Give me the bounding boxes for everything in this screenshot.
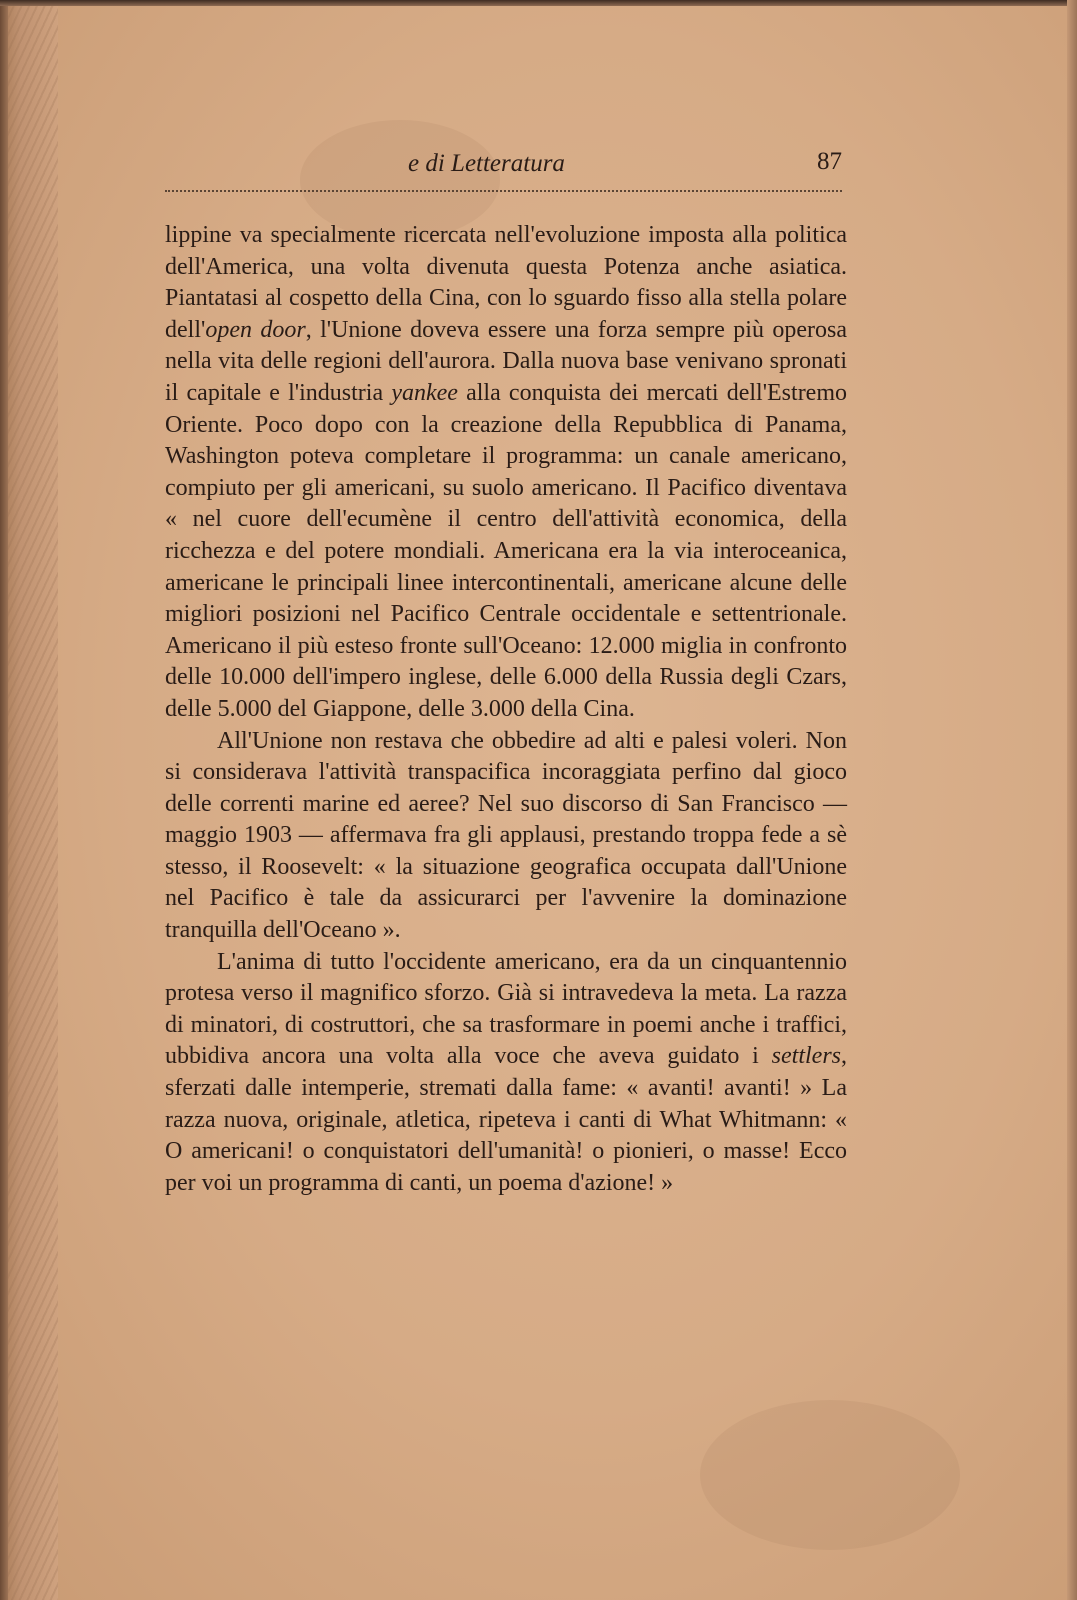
paper-stain — [700, 1400, 960, 1550]
running-header — [165, 148, 842, 188]
book-spine — [0, 0, 58, 1600]
paragraph — [165, 947, 847, 1200]
header-divider — [165, 190, 842, 192]
page-top-edge — [0, 0, 1077, 6]
italic-text-run: yankee — [391, 379, 458, 406]
text-run: alla conquista dei mercati dell'Estremo Oriente. Poco dopo con la creazione della Repubblica di Panama, Washington poteva completare il programma: un canale americano, compiuto per gli americani, su suolo americano. Il Pacifico diventava « nel cuore dell'ecumène il centro dell'attività economica, della ricchezza e del potere mondiali. Americana era la via interoceanica, americane le principali linee intercontinentali, americane alcune delle migliori posizioni nel Pacifico Centrale occidentale e settentrionale. Americano il più esteso fronte sull'Oceano: 12.000 miglia in confronto delle 10.000 dell'impero inglese, delle 6.000 della Russia degli Czars, delle 5.000 del Giappone, delle 3.000 della Cina. — [165, 379, 848, 722]
text-run: All'Unione non restava che obbedire ad alti e palesi voleri. Non si considerava l'attività transpacifica incoraggiata perfino dal gioco delle correnti marine ed aeree? Nel suo discorso di San Francisco — maggio 1903 — affermava fra gli applausi, prestando troppa fede a sè stesso, il Roosevelt: « la situazione geografica occupata dall'Unione nel Pacifico è tale da assicurarci per l'avvenire la dominazione tranquilla dell'Oceano ». — [165, 727, 847, 944]
body-text — [165, 220, 847, 1199]
page-right-edge — [1067, 0, 1077, 1600]
italic-text-run: settlers — [771, 1043, 841, 1070]
text-run: L'anima di tutto l'occidente americano, era da un cinquantennio protesa verso il magnifico sforzo. Già si intravedeva la meta. La razza di minatori, di costruttori, che sa trasformare in poemi anche i traffici, ubbidiva ancora una volta alla voce che aveva guidato i — [165, 948, 847, 1070]
running-title: e di Letteratura — [408, 150, 565, 177]
italic-text-run: open door — [205, 316, 306, 343]
paragraph — [165, 220, 847, 726]
paragraph — [165, 726, 847, 947]
spine-edge — [0, 0, 8, 1600]
text-run: lippine va specialmente ricercata nell'evoluzione imposta alla politica dell'America, una volta divenuta questa Potenza anche asiatica. Piantatasi al cospetto della Cina, con lo sguardo fisso alla stella polare dell' — [165, 222, 847, 343]
page-number: 87 — [817, 148, 842, 175]
text-run: , l'Unione doveva essere una forza sempre più operosa nella vita delle regioni dell'aurora. Dalla nuova base venivano spronati il capitale e l'industria — [165, 316, 847, 406]
text-run: , sferzati dalle intemperie, stremati dalla fame: « avanti! avanti! » La razza nuova, originale, atletica, ripeteva i canti di What Whitmann: « O americani! o conquistatori dell'umanità! o pionieri, o masse! Ecco per voi un programma di canti, un poema d'azione! » — [165, 1043, 847, 1196]
